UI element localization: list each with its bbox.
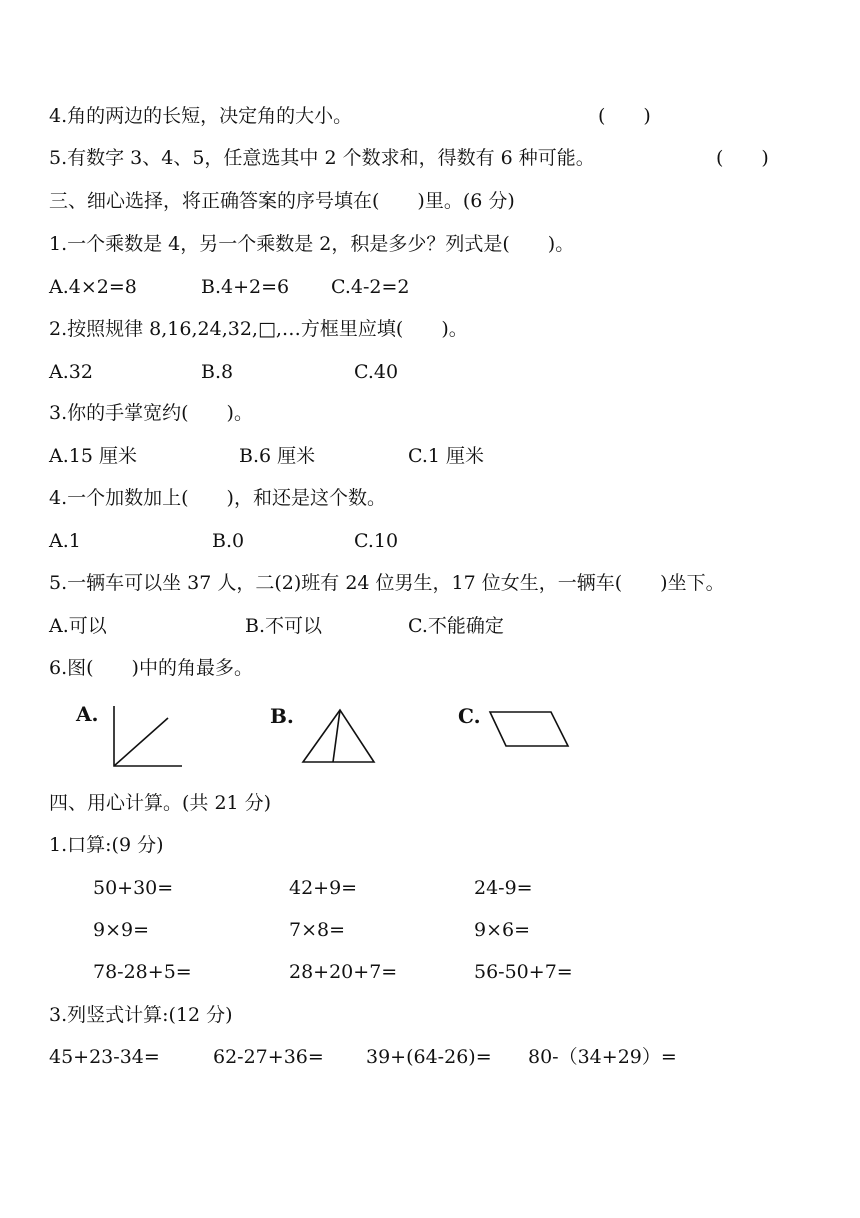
oral-problem: 9×9=	[93, 919, 150, 941]
choice-question-6: 6.图( )中的角最多。	[49, 657, 253, 679]
figure-c-parallelogram	[488, 708, 570, 748]
option-a[interactable]: A.32	[49, 361, 93, 383]
judgment-item-5: 5.有数字 3、4、5，任意选其中 2 个数求和，得数有 6 种可能。	[49, 147, 595, 169]
option-a[interactable]: A.1	[49, 530, 81, 552]
option-b[interactable]: B.8	[201, 361, 234, 383]
judgment-item-4: 4.角的两边的长短，决定角的大小。	[49, 105, 353, 127]
answer-paren[interactable]: ( )	[716, 147, 769, 169]
option-c[interactable]: C.4-2=2	[331, 276, 410, 298]
vertical-problem: 62-27+36=	[213, 1046, 324, 1068]
figure-label-b[interactable]: B.	[270, 704, 294, 728]
option-a[interactable]: A.15 厘米	[49, 445, 137, 467]
oral-problem: 50+30=	[93, 877, 174, 899]
oral-problem: 28+20+7=	[289, 961, 398, 983]
option-b[interactable]: B.0	[212, 530, 245, 552]
oral-problem: 7×8=	[289, 919, 346, 941]
option-c[interactable]: C.1 厘米	[408, 445, 485, 467]
option-b[interactable]: B.不可以	[245, 615, 323, 637]
choice-question-3: 3.你的手掌宽约( )。	[49, 402, 253, 424]
option-c[interactable]: C.不能确定	[408, 615, 504, 637]
choice-question-4: 4.一个加数加上( )，和还是这个数。	[49, 487, 386, 509]
option-c[interactable]: C.40	[354, 361, 399, 383]
option-c[interactable]: C.10	[354, 530, 399, 552]
oral-problem: 42+9=	[289, 877, 358, 899]
section-heading-calculation: 四、用心计算。(共 21 分)	[49, 792, 272, 814]
vertical-problem: 45+23-34=	[49, 1046, 160, 1068]
option-b[interactable]: B.6 厘米	[239, 445, 316, 467]
choice-question-5: 5.一辆车可以坐 37 人，二(2)班有 24 位男生，17 位女生，一辆车( )坐下。	[49, 572, 725, 594]
oral-problem: 9×6=	[474, 919, 531, 941]
choice-question-1: 1.一个乘数是 4，另一个乘数是 2，积是多少？列式是( )。	[49, 233, 575, 255]
vertical-calc-title: 3.列竖式计算:(12 分)	[49, 1004, 233, 1026]
oral-problem: 56-50+7=	[474, 961, 573, 983]
section-heading-choice: 三、细心选择，将正确答案的序号填在( )里。(6 分)	[49, 190, 515, 212]
figure-a-angles	[112, 704, 184, 768]
answer-paren[interactable]: ( )	[598, 105, 651, 127]
oral-problem: 78-28+5=	[93, 961, 192, 983]
choice-question-2: 2.按照规律 8,16,24,32,□,…方框里应填( )。	[49, 318, 468, 340]
figure-label-c[interactable]: C.	[458, 704, 481, 728]
figure-b-triangle	[300, 708, 376, 764]
figure-label-a[interactable]: A.	[76, 702, 99, 726]
oral-problem: 24-9=	[474, 877, 533, 899]
vertical-problem: 80-（34+29）=	[528, 1046, 677, 1068]
vertical-problem: 39+(64-26)=	[366, 1046, 492, 1068]
option-b[interactable]: B.4+2=6	[201, 276, 290, 298]
option-a[interactable]: A.4×2=8	[49, 276, 137, 298]
option-a[interactable]: A.可以	[49, 615, 107, 637]
oral-calc-title: 1.口算:(9 分)	[49, 834, 164, 856]
